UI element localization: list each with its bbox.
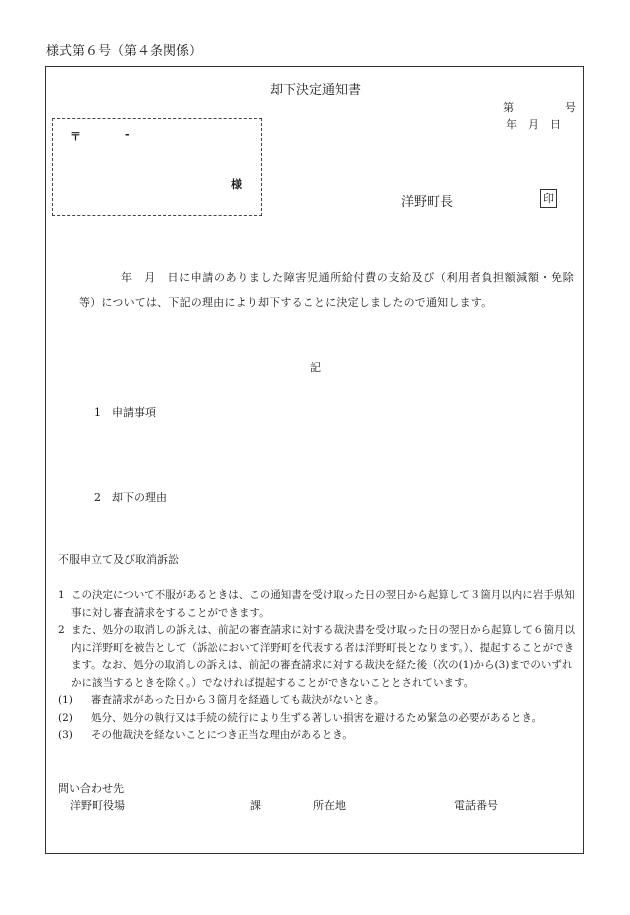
item-reason: 2 却下の理由 (94, 491, 167, 504)
honorific: 様 (231, 178, 242, 191)
subnote-item (58, 692, 580, 710)
note-text: また、処分の取消しの訴えは、前記の審査請求に対する裁決書を受け取った日の翌日から起算して６箇月以内に洋野町を被告として（訴訟において洋野町を代表する者は洋野町長となります。）、提起することができます。なお、処分の取消しの訴えは、前記の審査請求に対する裁決を経た後（次の(1)から(3)までのいずれかに該当するときを除く。）でなければ提起することができないこととされています。 (71, 624, 575, 689)
note-item (58, 622, 580, 692)
document-number-label: 第 (503, 101, 514, 114)
ki-heading: 記 (310, 361, 321, 374)
note-number: 1 (58, 589, 65, 601)
subnote-number: (1) (58, 694, 73, 706)
document-frame (45, 66, 584, 854)
subnote-number: (2) (58, 711, 73, 724)
appeal-title: 不服申立て及び取消訴訟 (58, 553, 179, 566)
sender-name: 洋野町長 (401, 195, 454, 210)
document-number-suffix: 号 (565, 101, 576, 114)
subnote-item (58, 727, 580, 745)
item-application: 1 申請事項 (94, 406, 156, 419)
contact-title: 問い合わせ先 (58, 782, 124, 795)
note-text: この決定について不服があるときは、この通知書を受け取った日の翌日から起算して３箇月以内に岩手県知事に対し審査請求をすることができます。 (71, 589, 575, 619)
address-box (52, 118, 262, 216)
subnote-text: 処分、処分の執行又は手続の続行により生ずる著しい損害を避けるため緊急の必要があるとき。 (91, 711, 543, 724)
issue-date: 年 月 日 (506, 118, 561, 131)
intro-paragraph: 年 月 日に申請のありました障害児通所給付費の支給及び（利用者負担額減額・免除等）については、下記の理由により却下することに決定しましたので通知します。 (79, 271, 574, 309)
contact-address-label: 所在地 (313, 799, 346, 812)
subnote-text: 審査請求があった日から３箇月を経過しても裁決がないとき。 (91, 694, 385, 706)
appeal-notes (58, 587, 580, 745)
contact-section-label: 課 (250, 799, 261, 812)
contact-row (58, 797, 580, 815)
subnote-item (58, 710, 580, 728)
contact-section (58, 780, 580, 815)
postal-dash: - (125, 128, 130, 141)
subnote-text: その他裁決を経ないことにつき正当な理由があるとき。 (91, 729, 353, 741)
contact-phone-label: 電話番号 (454, 799, 498, 812)
note-item (58, 587, 580, 622)
contact-office: 洋野町役場 (70, 799, 125, 812)
subnote-number: (3) (58, 729, 73, 741)
seal-mark: 印 (540, 189, 557, 208)
form-number: 様式第６号（第４条関係） (46, 44, 203, 59)
document-title: 却下決定通知書 (269, 83, 361, 98)
postal-mark: 〒 (70, 130, 81, 143)
note-number: 2 (58, 624, 65, 636)
